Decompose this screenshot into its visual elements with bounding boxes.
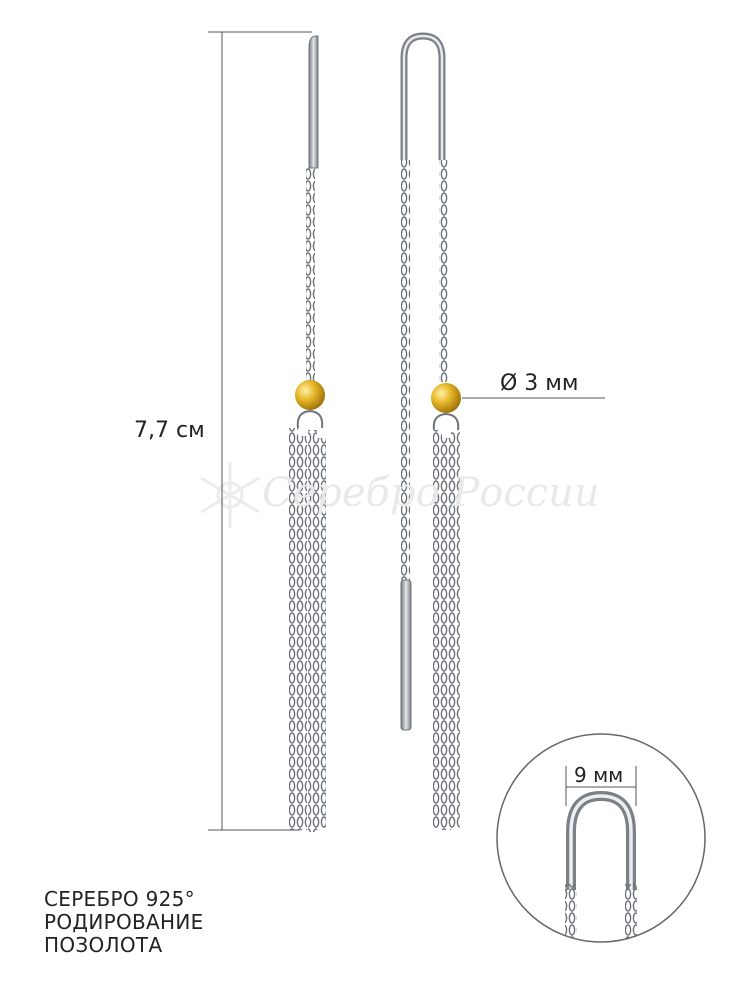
right-gold-bead	[431, 383, 461, 413]
material-item: ПОЗОЛОТА	[44, 933, 163, 957]
watermark-text: Серебро России	[262, 470, 600, 516]
left-earring	[289, 36, 326, 832]
right-earring	[401, 36, 461, 830]
hook-width-label: 9 мм	[574, 763, 624, 787]
watermark-logo-icon	[201, 462, 259, 528]
material-list	[44, 888, 204, 957]
ball-diameter-label: Ø 3 мм	[500, 371, 579, 396]
material-item: СЕРЕБРО 925°	[44, 887, 195, 911]
height-dimension-label: 7,7 см	[134, 418, 205, 443]
left-gold-bead	[295, 380, 325, 410]
material-item: РОДИРОВАНИЕ	[44, 910, 204, 934]
